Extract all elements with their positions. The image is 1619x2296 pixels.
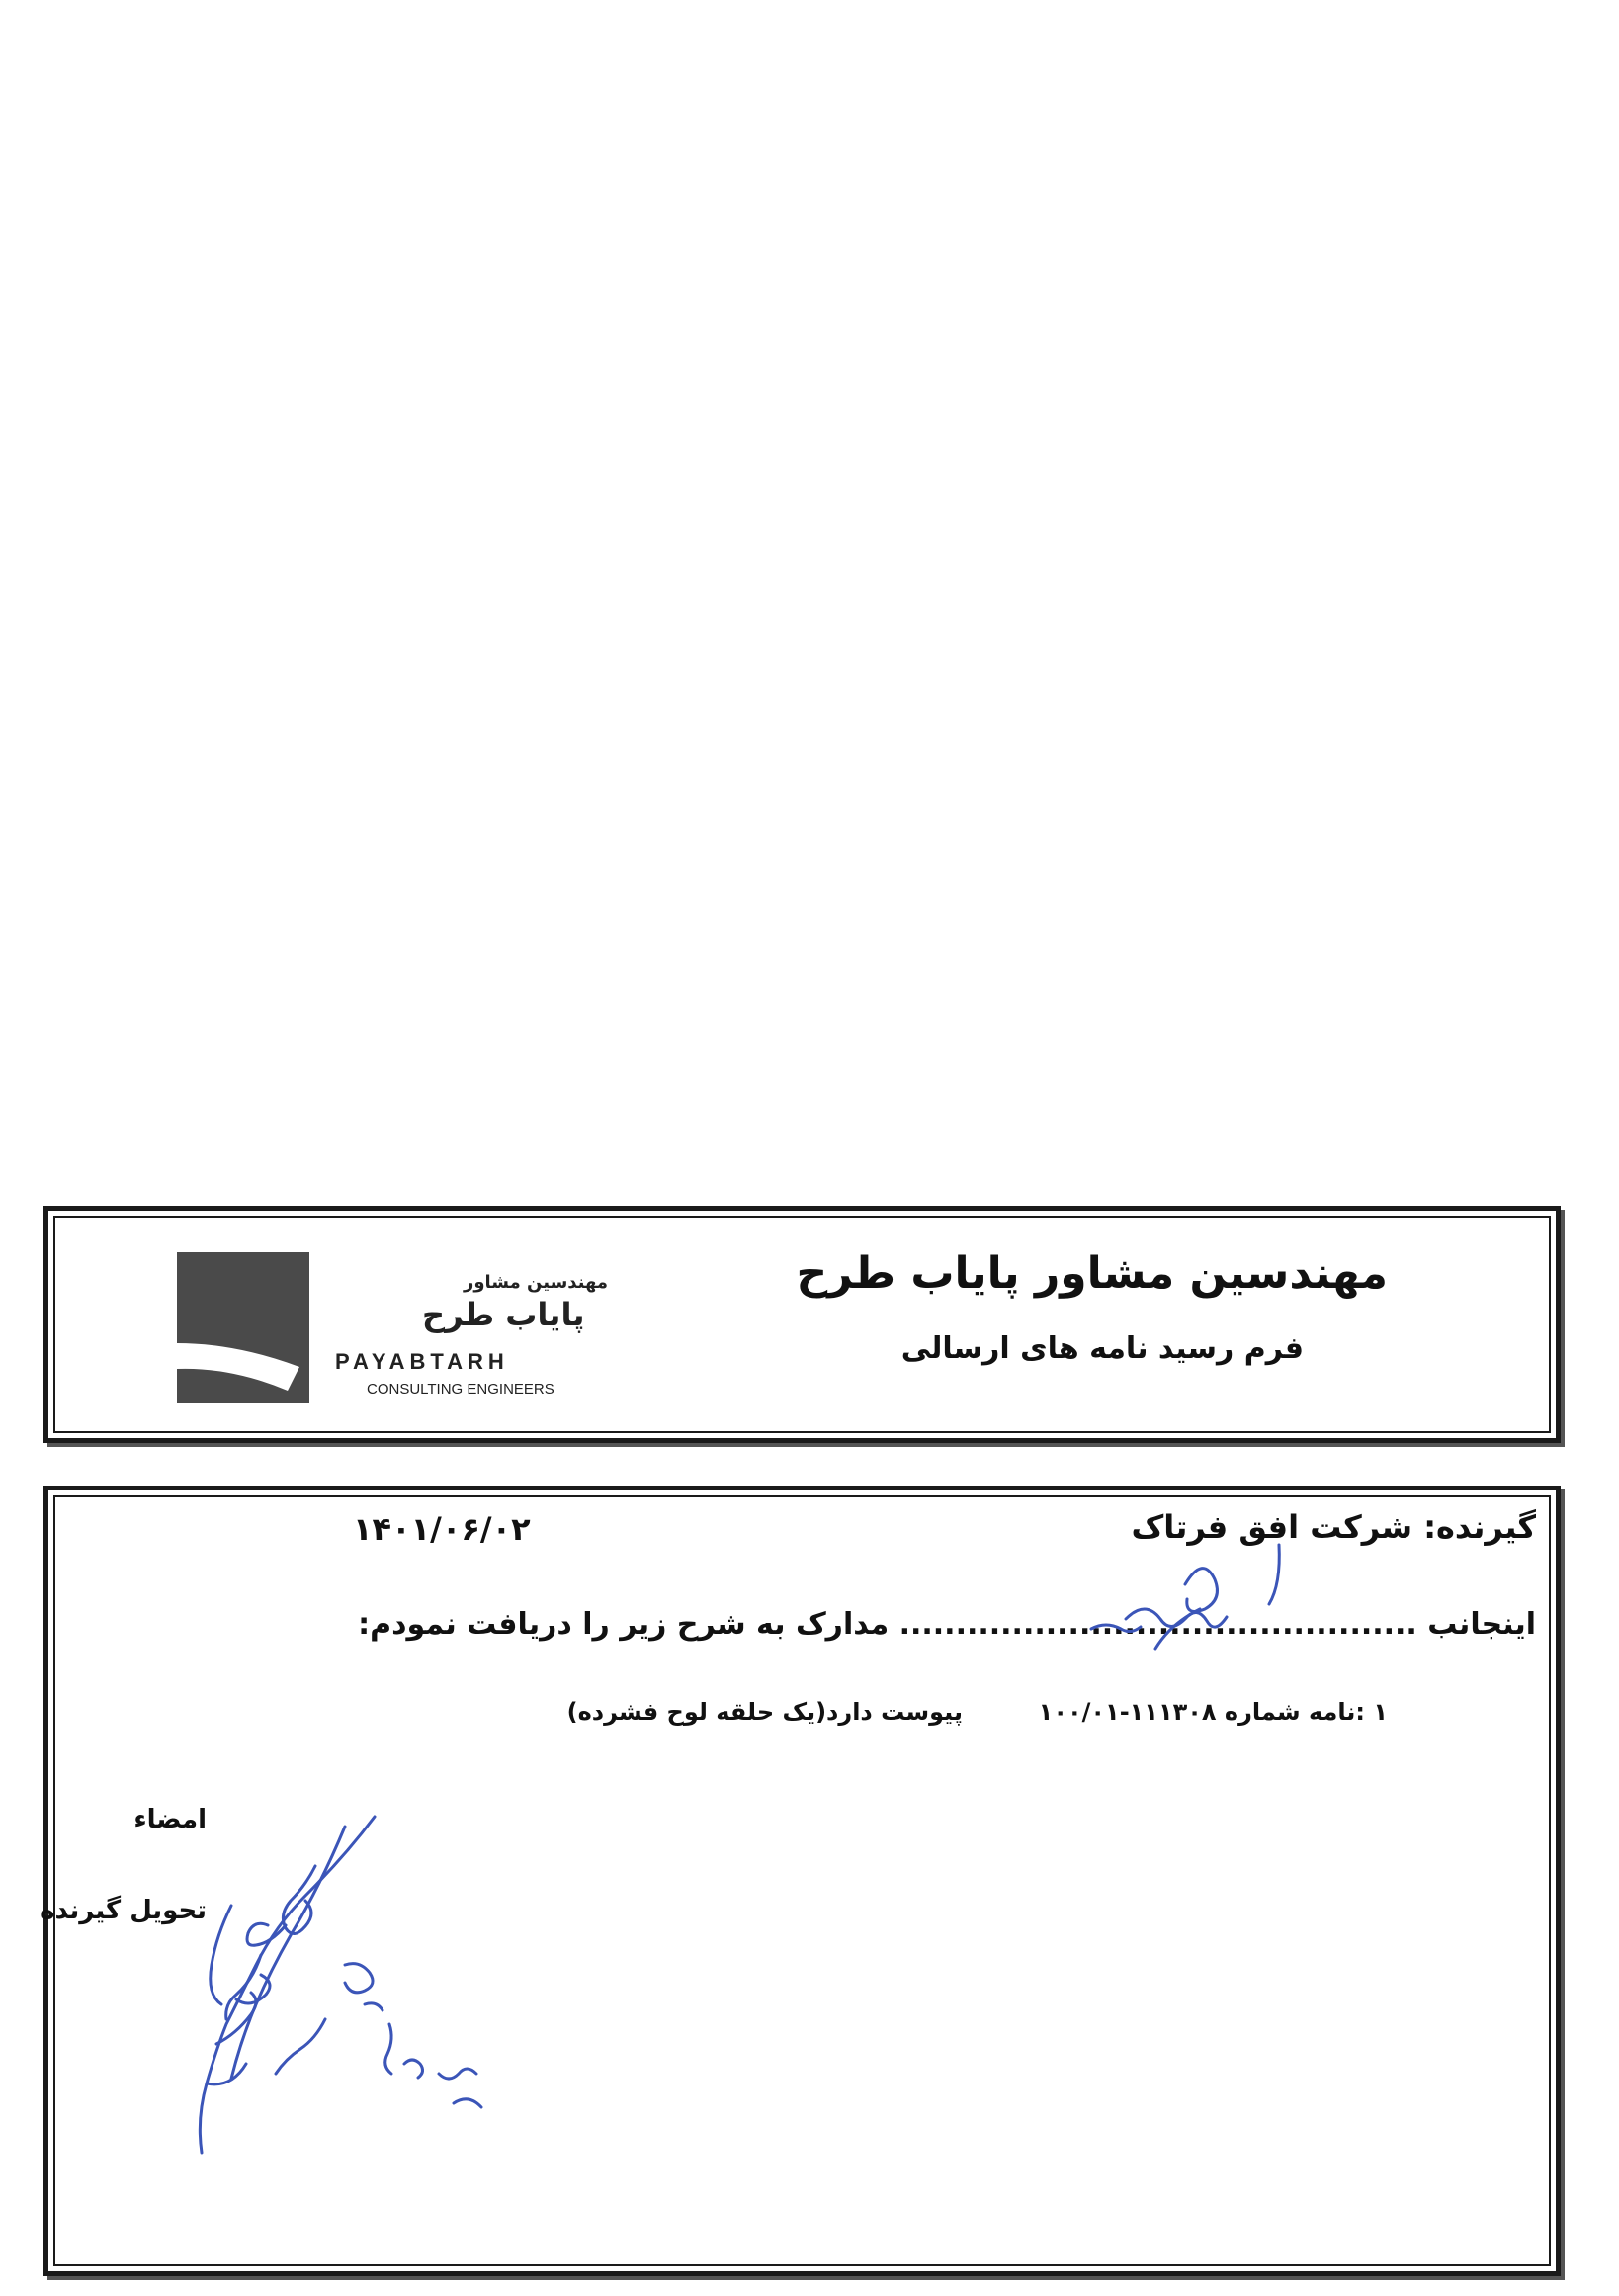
statement-suffix: مدارک به شرح زیر را دریافت نمودم: bbox=[358, 1607, 890, 1642]
logo-english-name: PAYABTARH bbox=[335, 1349, 509, 1374]
logo-persian-subtitle: مهندسین مشاور bbox=[464, 1272, 609, 1293]
receipt-body-box bbox=[40, 1486, 1561, 2276]
company-logo-icon bbox=[177, 1252, 309, 1403]
letter-item bbox=[567, 1698, 1388, 1726]
receipt-date: ۱۴۰۱/۰۶/۰۲ bbox=[353, 1510, 531, 1548]
signature-label: امضاء bbox=[133, 1805, 207, 1834]
letterhead-box bbox=[43, 1206, 1561, 1443]
receiver-label: تحویل گیرنده bbox=[40, 1896, 207, 1925]
attachment-note: پیوست دارد(یک حلقه لوح فشرده) bbox=[566, 1698, 963, 1726]
receipt-statement bbox=[358, 1607, 1536, 1642]
recipient-line: گیرنده: شرکت افق فرتاک bbox=[1131, 1508, 1536, 1546]
statement-blank: .............................................. bbox=[898, 1607, 1417, 1642]
company-name: مهندسین مشاور پایاب طرح bbox=[796, 1248, 1388, 1299]
form-title: فرم رسید نامه های ارسالی bbox=[900, 1331, 1304, 1366]
statement-prefix: اینجانب bbox=[1427, 1607, 1536, 1642]
letter-number: ۱ :نامه شماره ۱۱۱۳۰۸-۱۰۰/۰۱ bbox=[1038, 1698, 1388, 1726]
logo-english-subtitle: CONSULTING ENGINEERS bbox=[367, 1381, 554, 1398]
logo-persian-name: پایاب طرح bbox=[422, 1296, 585, 1333]
